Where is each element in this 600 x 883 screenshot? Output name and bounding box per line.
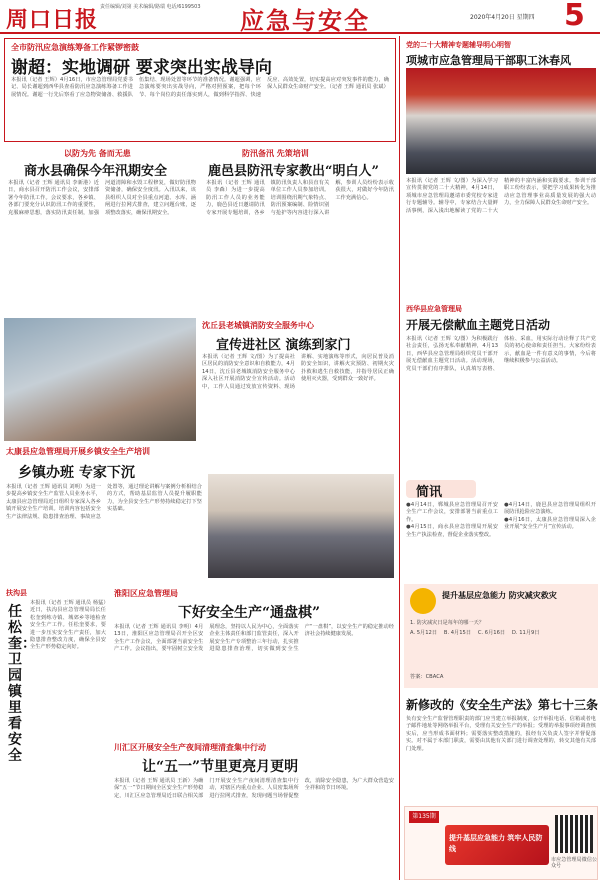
brief-title-box [406,480,476,498]
article-body: 本报讯（记者 王辉 文/图）为积极践行社会责任，弘扬无私奉献精神，4月13日，西华县应急管理局组织党员干部开展无偿献血主题党日活动。活动现场，党员干部们有序排队，认真填写表格、体检、采血，用实际行动诠释了共产党员的初心使命和责任担当。大家纷纷表示，献血是一件有意义的事情，今后将继续积极参与公益活动。 [406,336,596,372]
article-xihua [404,302,598,478]
article-xiechao [4,38,396,142]
article-headline: 谢超：实地调研 要求突出实战导向 [11,58,272,78]
article-body: 本报讯（记者 王辉 通讯员 杨猛）近日，扶沟县应急管理局局长任松奎到练寺镇、城郊乡等地检查安全生产工作。任松奎要求，要进一步压实安全生产责任，加大隐患排查整改力度，确保全县安全生产形势稳定向好。 [30,600,106,651]
article-body: 本报讯（记者 王辉 通讯员 李森）为进一步提高防汛工作人员的业务能力，鹿邑县近日邀请防汛专家开展专题培训，各乡镇防汛负责人和县直有关单位工作人员参加培训。培训围绕汛期气象特点、防汛预案编制、险情识别与抢护等内容进行深入讲解，参训人员纷纷表示收获很大，对做好今年防汛工作充满信心。 [206,180,394,216]
slogan-text: 提升基层应急能力 筑牢人民防线 [449,834,543,853]
article-headline: 让“五一”节里更亮月更明 [142,759,299,775]
county-tag: 扶沟县 [6,589,27,597]
section-title: 应急与安全 [240,6,370,35]
article-body: 负有安全生产监督管理职责的部门应当建立举报制度，公开举报电话、信箱或者电子邮件地址等网络举报平台，受理有关安全生产的举报；受理的举报事项经调查核实后，应当形成书面材料；需要落实整改措施的，报经有关负责人签字并督促落实。对不属于本部门职责，需要由其他有关部门进行调查处理的，转交其他有关部门处理。 [406,716,596,752]
quiz-option: A. 5月12日 [410,630,438,636]
article-body: 本报讯（记者 王辉 通讯员 李新港）近日，商水县召开防汛工作会议，安排部署今年防汛工作。会议要求，各乡镇、各部门要充分认识防汛工作的重要性，克服麻痹思想，落实防汛责任制，加强河道清障和水毁工程修复，做好防汛物资储备，确保安全度汛。入汛以来，该县组织人员对全县重点河道、水库、涵闸进行拉网式排查，建立问题台账，逐项整改落实，确保汛期安全。 [8,180,196,216]
article-body: 本报讯（记者 王辉 文/图）为深入学习宣传贯彻党的二十大精神，4月14日，项城市应急管理局邀请市委党校专家进行专题辅导。辅导中，专家结合大量鲜活事例，深入浅出地解读了党的二十大精神的丰富内涵和实践要求。参训干部职工纷纷表示，要把学习成果转化为推动应急管理事业高质量发展的强大动力，全力保障人民群众生命财产安全。 [406,178,596,214]
qr-code-icon [555,815,593,853]
newspaper-logo: 周口日报 [6,7,99,33]
editor-meta: 责任编辑/刘第 美术编辑/路瑞 电话/6199503 [100,4,201,10]
article-kicker: 防汛备汛 先策培训 [242,149,309,158]
article-chuanhui [112,740,396,880]
brief-item: ●4月16日，太康县应急管理局深入企业开展“安全生产月”宣传活动。 [504,516,596,531]
article-kicker: 淮阳区应急管理局 [114,589,178,598]
article-headline: 项城市应急管理局干部职工沐春风 [406,54,571,67]
article-kicker: 沈丘县老城镇消防安全服务中心 [202,321,314,330]
article-taikang [4,444,396,582]
article-headline: 开展无偿献血主题党日活动 [406,318,551,332]
photo-community-drill [4,318,196,441]
page-number: 5 [564,0,585,33]
quiz-option: B. 4月15日 [443,630,472,636]
article-headline: 宣传进社区 演练到家门 [216,338,351,353]
article-fugou [4,586,108,880]
brief-items-right [504,502,596,578]
article-headline: 任松奎：卫园镇里看安全 [8,604,36,764]
article-huaiyang [112,586,396,736]
article-kicker: 以防为先 备而无患 [64,149,131,158]
brief-item: ●4月14日，郸城县应急管理局召开安全生产工作会议，安排部署当前重点工作。 [406,502,498,523]
quiz-option: C. 6月16日 [477,630,506,636]
issue-badge: 第135期 [409,811,439,823]
article-xiangcheng [404,38,598,300]
brief-items-left [406,502,498,578]
article-body: 本报讯（记者 王辉 文/图）为了提高社区居民的消防安全意识和自救能力，4月14日，沈丘县老城镇消防安全服务中心深入社区开展消防安全宣传活动。活动中，工作人员通过发放宣传资料、现场讲解、实地演练等形式，向居民普及消防安全知识，讲解火灾预防、初期火灾扑救和逃生自救技能，并指导居民正确使用灭火器，受到群众一致好评。 [202,354,394,390]
column-divider [399,36,400,880]
quiz-box [404,584,598,688]
article-safety-law [404,692,598,804]
article-kicker: 川汇区开展安全生产夜间清理清查集中行动 [114,743,266,752]
article-body: 本报讯（记者 王辉 通讯员 李明）4月13日，淮阳区应急管理局召开全区安全生产工作会议，全面部署当前安全生产工作。会议指出，要牢固树立安全发展理念，坚持以人民为中心，全面落实企业主体责任和部门监管责任，深入开展安全生产专项整治三年行动，扎实推进隐患排查治理，切实做到安全生产“一盘棋”，以安全生产的稳定推动经济社会持续健康发展。 [114,624,394,653]
article-headline: 乡镇办班 专家下沉 [18,465,135,481]
article-kicker: 西华县应急管理局 [406,305,462,313]
article-body: 本报讯（记者 王辉 通讯员 刘明）为进一步提高乡镇安全生产监管人员业务水平，太康县应急管理局近日组织专家深入各乡镇开展安全生产培训。培训内容包括安全生产法律法规、隐患排查治理、事故应急处置等，通过理论讲解与案例分析相结合的方式，帮助基层监管人员提升履职能力，为全县安全生产形势持续稳定打下坚实基础。 [6,484,202,520]
article-shangshui [4,146,198,316]
quiz-banner: 提升基层应急能力 防灾减灾救灾 [442,590,557,600]
brief-title: 简讯 [416,485,443,500]
quiz-options [410,630,594,637]
photo-training-room [208,474,394,578]
badge-icon [410,588,436,614]
qr-label: 市应急管理局微信公众号 [551,857,597,869]
article-shenqiu [200,318,396,441]
brief-item: ●4月15日，商水县应急管理局开展安全生产执法检查，督促企业落实整改。 [406,524,498,538]
quiz-option: D. 11月9日 [511,630,540,636]
article-headline: 鹿邑县防汛专家教出“明白人” [208,164,379,179]
article-body: 本报讯（记者 王辉）4月16日，市应急管理局党委书记、局长谢超到西华县查看防汛应急演练筹备工作进展情况。谢超一行先后察看了应急物资储备、救援队伍集结、现场处置等环节的准备情况。谢超强调，应急演练要突出实战导向，严格对照预案，把每个环节、每个岗位的责任落实到人，做到科学指挥、快速反应、高效处置，切实提高应对突发事件的能力，确保人民群众生命财产安全。（记者 王辉 通讯员 张斌） [11,77,389,98]
footer-ad [404,806,598,880]
article-kicker: 太康县应急管理局开展乡镇安全生产培训 [6,447,150,456]
quiz-question: 1. 防灾减灾日是每年的哪一天？ [410,620,485,626]
issue-date: 2020年4月20日 星期四 [470,14,535,21]
article-kicker: 全市防汛应急演练筹备工作紧锣密鼓 [11,43,139,52]
article-headline: 下好安全生产“通盘棋” [178,605,321,621]
photo-lecture-hall [406,68,596,174]
quiz-answer: 答案：CBACA [410,674,444,680]
brief-news [404,480,598,580]
article-headline: 新修改的《安全生产法》第七十三条 [406,698,599,712]
brief-item: ●4月14日，鹿邑县应急管理局组织开展防汛抢险应急演练。 [504,502,596,516]
article-headline: 商水县确保今年汛期安全 [24,164,168,179]
masthead [0,0,600,34]
article-luyi [202,146,396,316]
slogan-box [445,825,549,865]
article-body: 本报讯（记者 王辉 通讯员 王新）为确保“五一”节日期间全区安全生产形势稳定，川汇区应急管理局近日联合相关部门开展安全生产夜间清理清查集中行动，对辖区内重点企业、人员密集场所进行拉网式排查，发现问题当场督促整改，消除安全隐患，为广大群众营造安全祥和的节日环境。 [114,778,394,799]
article-kicker: 党的二十大精神专题辅导明心明智 [406,41,511,49]
